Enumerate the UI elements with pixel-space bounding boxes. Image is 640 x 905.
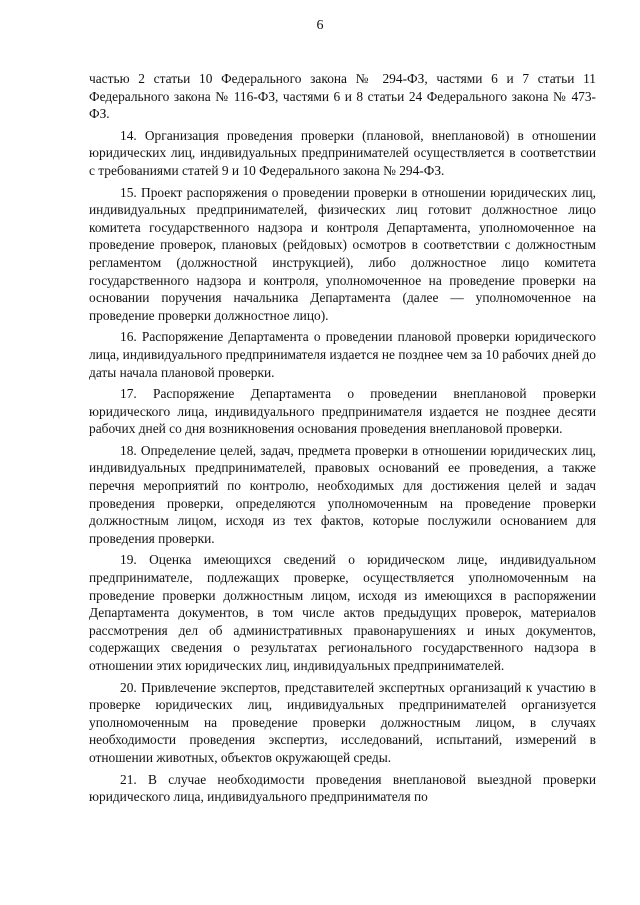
- paragraph-16: 16. Распоряжение Департамента о проведении плановой проверки юридического лица, индивидуального предпринимателя издается не позднее чем за 10 рабочих дней до даты начала плановой проверки.: [89, 329, 596, 380]
- page-number: 6: [316, 18, 324, 33]
- paragraph-15: 15. Проект распоряжения о проведении проверки в отношении юридических лиц, индивидуальных предпринимателей, физических лиц готовит должностное лицо комитета государственного надзора и контроля Департамента, уполномоченное на проведение проверок, плановых (рейдовых) осмотров в соответствии с должностным регламентом (должностной инструкцией), либо должностное лицо комитета государственного надзора и контроля, уполномоченное на проведение проверки на основании поручения начальника Департамента (далее — уполномоченное на проведение проверки должностное лицо).: [89, 184, 596, 323]
- paragraph-20: 20. Привлечение экспертов, представителей экспертных организаций к участию в проверке юридических лиц, индивидуальных предпринимателей организуется уполномоченным на проведение проверки должностным лицом, в случаях необходимости проведения экспертиз, исследований, испытаний, измерений в отношении животных, объектов окружающей среды.: [89, 679, 596, 765]
- paragraph-17: 17. Распоряжение Департамента о проведении внеплановой проверки юридического лица, индивидуального предпринимателя издается не позднее десяти рабочих дней со дня возникновения основания проведения внеплановой проверки.: [89, 386, 596, 437]
- paragraph-continuation: частью 2 статьи 10 Федерального закона № 294-ФЗ, частями 6 и 7 статьи 11 Федерального закона № 116-ФЗ, частями 6 и 8 статьи 24 Федерального закона № 473-ФЗ.: [89, 71, 596, 122]
- paragraph-14: 14. Организация проведения проверки (плановой, внеплановой) в отношении юридических лиц, индивидуальных предпринимателей осуществляется в соответствии с требованиями статей 9 и 10 Федерального закона № 294-ФЗ.: [89, 127, 596, 178]
- paragraph-19: 19. Оценка имеющихся сведений о юридическом лице, индивидуальном предпринимателе, подлежащих проверке, осуществляется уполномоченным на проведение проверки должностным лицом, исходя из имеющихся в распоряжении Департамента документов, в том числе актов предыдущих проверок, материалов рассмотрения дел об административных правонарушениях и иных документов, содержащих сведения о результатах регионального государственного надзора в отношении этих юридических лиц, индивидуальных предпринимателей.: [89, 552, 596, 673]
- paragraph-21: 21. В случае необходимости проведения внеплановой выездной проверки юридического лица, индивидуального предпринимателя по: [89, 771, 596, 805]
- paragraph-18: 18. Определение целей, задач, предмета проверки в отношении юридических лиц, индивидуальных предпринимателей, правовых оснований ее проведения, а также перечня мероприятий по контролю, необходимых для достижения целей и задач проведения проверки, определяются уполномоченным на проведение проверки должностным лицом, исходя из тех фактов, которые послужили основанием для проведения проверки.: [89, 442, 596, 546]
- document-body: [89, 70, 596, 810]
